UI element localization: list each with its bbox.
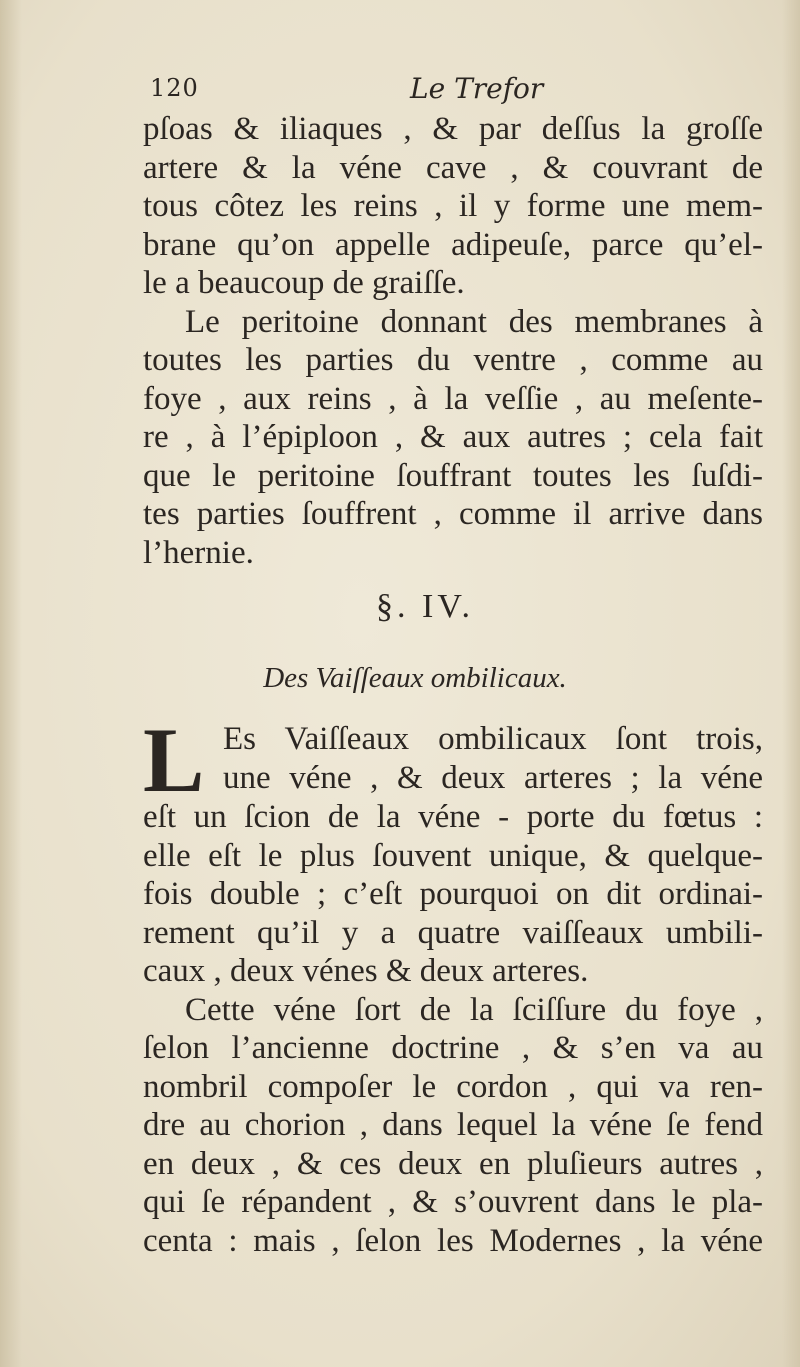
section-number: §. IV.: [376, 588, 474, 625]
text-line: caux , deux vénes & deux arteres.: [143, 953, 589, 989]
paragraph-cette-vene: [143, 991, 763, 1261]
text-line: tous côtez les reins , il y forme une mem-: [143, 188, 763, 224]
text-line: tes parties ſouffrent , comme il arrive dans: [143, 496, 763, 532]
text-line: pſoas & iliaques , & par deſſus la groſſe: [143, 111, 763, 147]
text-block-upper: [143, 110, 763, 572]
text-line: nombril compoſer le cordon , qui va ren-: [143, 1068, 763, 1105]
drop-cap: L: [143, 709, 205, 811]
text-line: centa : mais , ſelon les Modernes , la véne: [143, 1222, 763, 1259]
text-line: en deux , & ces deux en pluſieurs autres ,: [143, 1145, 763, 1182]
text-line: foye , aux reins , à la veſſie , au meſente-: [143, 380, 763, 417]
text-line: re , à l’épiploon , & aux autres ; cela fait: [143, 419, 763, 455]
text-line: une véne , & deux arteres ; la véne: [223, 759, 763, 796]
text-line: Le peritoine donnant des membranes à: [185, 303, 763, 340]
text-block-lower: [143, 709, 763, 1260]
text-line: elle eſt le plus ſouvent unique, & quelque-: [143, 837, 763, 874]
text-line: brane qu’on appelle adipeuſe, parce qu’el-: [143, 226, 763, 263]
paragraph-vaisseaux: [143, 709, 763, 991]
text-line: que le peritoine ſouffrant toutes les ſuſdi-: [143, 457, 763, 494]
text-line: dre au chorion , dans lequel la véne ſe fend: [143, 1107, 763, 1143]
text-line: Cette véne ſort de la ſciſſure du foye ,: [185, 991, 763, 1028]
text-line: qui ſe répandent , & s’ouvrent dans le pla-: [143, 1184, 763, 1220]
paragraph-psoas: [143, 110, 763, 303]
text-line: fois double ; c’eſt pourquoi on dit ordinai-: [143, 876, 763, 912]
text-line: l’hernie.: [143, 534, 254, 571]
text-line: le a beaucoup de graiſſe.: [143, 265, 465, 301]
page-header: [145, 72, 765, 112]
text-line: artere & la véne cave , & couvrant de: [143, 149, 763, 186]
text-line: rement qu’il y a quatre vaiſſeaux umbili-: [143, 914, 763, 951]
running-title: Le Trefor: [410, 72, 544, 105]
text-line: toutes les parties du ventre , comme au: [143, 342, 763, 378]
page-number: 120: [150, 74, 199, 102]
paragraph-peritoine: [143, 303, 763, 573]
section-title: Des Vaiſſeaux ombilicaux.: [263, 662, 567, 694]
text-line: Es Vaiſſeaux ombilicaux ſont trois,: [223, 721, 763, 757]
text-line: ſelon l’ancienne doctrine , & s’en va au: [143, 1030, 763, 1066]
text-line: eſt un ſcion de la véne - porte du fœtus :: [143, 799, 763, 835]
